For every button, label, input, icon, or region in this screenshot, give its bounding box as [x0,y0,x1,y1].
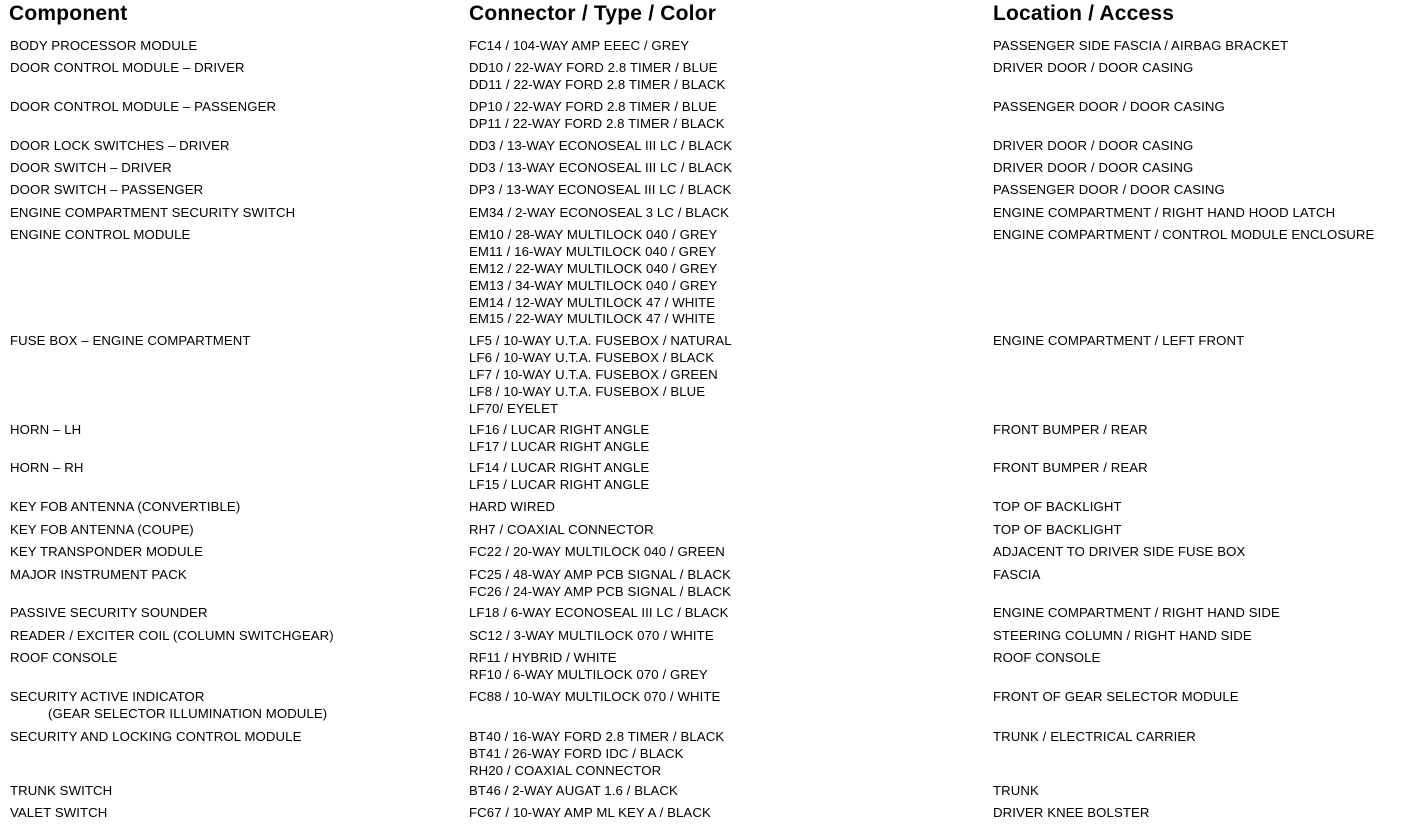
row-connector [469,422,649,456]
row-component-line: READER / EXCITER COIL (COLUMN SWITCHGEAR) [10,628,334,643]
row-connector-line: LF18 / 6-WAY ECONOSEAL III LC / BLACK [469,605,729,620]
row-component-line: MAJOR INSTRUMENT PACK [10,567,187,582]
row-location [993,628,1252,645]
row-location [993,138,1193,155]
row-component-line: KEY TRANSPONDER MODULE [10,544,203,559]
row-component-line: ROOF CONSOLE [10,650,118,665]
row-connector-line: DP3 / 13-WAY ECONOSEAL III LC / BLACK [469,182,732,197]
row-connector-line: FC67 / 10-WAY AMP ML KEY A / BLACK [469,805,711,820]
row-component [10,544,203,561]
row-location [993,205,1335,222]
row-location [993,38,1288,55]
row-component [10,182,203,199]
row-component-line: ENGINE CONTROL MODULE [10,227,191,242]
row-location [993,460,1148,477]
row-connector [469,205,729,222]
row-connector-line: EM34 / 2-WAY ECONOSEAL 3 LC / BLACK [469,205,730,220]
row-component [10,689,327,723]
row-connector-line: FC25 / 48-WAY AMP PCB SIGNAL / BLACK [469,567,732,582]
row-location [993,522,1122,539]
row-location-line: TOP OF BACKLIGHT [993,499,1122,514]
row-connector [469,605,728,622]
row-connector-line: RH7 / COAXIAL CONNECTOR [469,522,654,537]
row-location-line: ENGINE COMPARTMENT / RIGHT HAND HOOD LATCH [993,205,1336,220]
row-component-line: DOOR LOCK SWITCHES – DRIVER [10,138,230,153]
row-location-line: FRONT BUMPER / REAR [993,460,1148,475]
row-component-line: TRUNK SWITCH [10,783,113,798]
row-component [10,567,187,584]
row-location [993,805,1150,822]
row-connector-line: HARD WIRED [469,499,555,514]
row-connector-line: FC88 / 10-WAY MULTILOCK 070 / WHITE [469,689,721,704]
row-component-line: HORN – LH [10,422,82,437]
row-connector-line: EM13 / 34-WAY MULTILOCK 040 / GREY [469,277,718,293]
row-connector [469,729,724,780]
row-connector-line: RF11 / HYBRID / WHITE [469,650,617,665]
row-location [993,605,1280,622]
row-location [993,729,1196,746]
row-location-line: FASCIA [993,567,1041,582]
row-component-line: FUSE BOX – ENGINE COMPARTMENT [10,333,251,348]
row-connector-line: LF5 / 10-WAY U.T.A. FUSEBOX / NATURAL [469,333,732,348]
row-component [10,422,81,439]
row-component [10,628,334,645]
row-location-line: ENGINE COMPARTMENT / CONTROL MODULE ENCLOSURE [993,227,1375,242]
row-connector [469,227,717,328]
row-connector-line: RH20 / COAXIAL CONNECTOR [469,762,662,778]
row-connector-line: EM11 / 16-WAY MULTILOCK 040 / GREY [469,243,717,259]
row-component [10,138,230,155]
row-connector [469,650,708,684]
row-location [993,160,1193,177]
row-connector-line: DP11 / 22-WAY FORD 2.8 TIMER / BLACK [469,115,725,131]
row-component-line: (GEAR SELECTOR ILLUMINATION MODULE) [48,705,328,721]
row-component [10,460,83,477]
row-location-line: TRUNK [993,783,1039,798]
row-component [10,729,301,746]
row-location-line: TOP OF BACKLIGHT [993,522,1122,537]
row-connector-line: LF17 / LUCAR RIGHT ANGLE [469,438,650,454]
row-component-line: DOOR SWITCH – DRIVER [10,160,172,175]
row-connector [469,138,732,155]
row-connector [469,99,725,133]
row-component-line: KEY FOB ANTENNA (COUPE) [10,522,194,537]
row-connector [469,522,654,539]
row-connector [469,160,732,177]
row-location [993,650,1100,667]
row-connector-line: FC22 / 20-WAY MULTILOCK 040 / GREEN [469,544,725,559]
row-location [993,333,1244,350]
row-component-line: VALET SWITCH [10,805,108,820]
row-connector [469,333,732,417]
row-connector-line: FC14 / 104-WAY AMP EEEC / GREY [469,38,690,53]
row-connector-line: LF6 / 10-WAY U.T.A. FUSEBOX / BLACK [469,349,715,365]
row-location-line: DRIVER KNEE BOLSTER [993,805,1150,820]
row-connector [469,182,731,199]
row-location-line: DRIVER DOOR / DOOR CASING [993,160,1194,175]
row-connector [469,60,725,94]
row-connector [469,805,711,822]
row-connector-line: EM12 / 22-WAY MULTILOCK 040 / GREY [469,260,718,276]
row-location-line: PASSENGER DOOR / DOOR CASING [993,99,1225,114]
row-location [993,99,1225,116]
row-connector [469,544,725,561]
row-location-line: PASSENGER SIDE FASCIA / AIRBAG BRACKET [993,38,1289,53]
row-component-line: DOOR SWITCH – PASSENGER [10,182,204,197]
row-component-line: SECURITY ACTIVE INDICATOR [10,689,205,704]
row-component [10,38,197,55]
row-connector-line: LF15 / LUCAR RIGHT ANGLE [469,476,650,492]
row-component-line: SECURITY AND LOCKING CONTROL MODULE [10,729,302,744]
row-location [993,227,1374,244]
row-location [993,60,1193,77]
row-component [10,522,194,539]
row-location-line: PASSENGER DOOR / DOOR CASING [993,182,1225,197]
row-component-line: KEY FOB ANTENNA (CONVERTIBLE) [10,499,241,514]
row-component [10,805,107,822]
row-location [993,182,1225,199]
row-connector [469,499,555,516]
row-location-line: TRUNK / ELECTRICAL CARRIER [993,729,1196,744]
row-connector-line: RF10 / 6-WAY MULTILOCK 070 / GREY [469,666,708,682]
row-component-line: HORN – RH [10,460,84,475]
column-header-location: Location / Access [993,2,1175,25]
row-location-line: FRONT OF GEAR SELECTOR MODULE [993,689,1239,704]
row-component [10,205,295,222]
row-connector [469,689,720,706]
row-connector [469,628,714,645]
row-location [993,499,1122,516]
row-connector-line: DD10 / 22-WAY FORD 2.8 TIMER / BLUE [469,60,718,75]
row-location-line: DRIVER DOOR / DOOR CASING [993,60,1194,75]
row-connector [469,460,649,494]
row-component-line: DOOR CONTROL MODULE – PASSENGER [10,99,277,114]
row-connector [469,783,678,800]
row-location-line: STEERING COLUMN / RIGHT HAND SIDE [993,628,1252,643]
row-connector-line: EM15 / 22-WAY MULTILOCK 47 / WHITE [469,311,716,327]
row-component [10,99,276,116]
row-connector-line: SC12 / 3-WAY MULTILOCK 070 / WHITE [469,628,714,643]
row-connector-line: BT40 / 16-WAY FORD 2.8 TIMER / BLACK [469,729,725,744]
row-component-line: BODY PROCESSOR MODULE [10,38,198,53]
row-connector-line: DD3 / 13-WAY ECONOSEAL III LC / BLACK [469,160,733,175]
row-location-line: ENGINE COMPARTMENT / RIGHT HAND SIDE [993,605,1280,620]
row-component [10,783,112,800]
row-connector-line: LF16 / LUCAR RIGHT ANGLE [469,422,650,437]
row-component [10,499,240,516]
row-connector-line: DP10 / 22-WAY FORD 2.8 TIMER / BLUE [469,99,717,114]
row-component [10,160,172,177]
row-location [993,567,1041,584]
row-connector [469,567,731,601]
row-connector-line: LF8 / 10-WAY U.T.A. FUSEBOX / BLUE [469,383,706,399]
row-connector-line: LF14 / LUCAR RIGHT ANGLE [469,460,650,475]
row-location-line: ADJACENT TO DRIVER SIDE FUSE BOX [993,544,1246,559]
row-connector-line: FC26 / 24-WAY AMP PCB SIGNAL / BLACK [469,583,732,599]
row-connector-line: EM10 / 28-WAY MULTILOCK 040 / GREY [469,227,718,242]
row-component-line: PASSIVE SECURITY SOUNDER [10,605,208,620]
row-location [993,422,1148,439]
row-connector-line: LF70/ EYELET [469,400,559,416]
row-location [993,783,1039,800]
row-connector-line: EM14 / 12-WAY MULTILOCK 47 / WHITE [469,294,716,310]
row-component-line: ENGINE COMPARTMENT SECURITY SWITCH [10,205,296,220]
row-connector-line: BT46 / 2-WAY AUGAT 1.6 / BLACK [469,783,678,798]
row-component [10,60,245,77]
row-location-line: ROOF CONSOLE [993,650,1101,665]
row-connector-line: DD3 / 13-WAY ECONOSEAL III LC / BLACK [469,138,733,153]
row-location-line: FRONT BUMPER / REAR [993,422,1148,437]
column-header-connector: Connector / Type / Color [469,2,717,25]
row-location [993,544,1245,561]
row-component [10,650,117,667]
row-connector-line: LF7 / 10-WAY U.T.A. FUSEBOX / GREEN [469,366,718,382]
row-component [10,227,190,244]
row-connector-line: BT41 / 26-WAY FORD IDC / BLACK [469,745,684,761]
row-location [993,689,1239,706]
row-location-line: ENGINE COMPARTMENT / LEFT FRONT [993,333,1245,348]
row-component-line: DOOR CONTROL MODULE – DRIVER [10,60,245,75]
row-location-line: DRIVER DOOR / DOOR CASING [993,138,1194,153]
row-connector-line: DD11 / 22-WAY FORD 2.8 TIMER / BLACK [469,76,726,92]
row-connector [469,38,689,55]
row-component [10,605,208,622]
row-component [10,333,251,350]
column-header-component: Component [9,2,128,25]
